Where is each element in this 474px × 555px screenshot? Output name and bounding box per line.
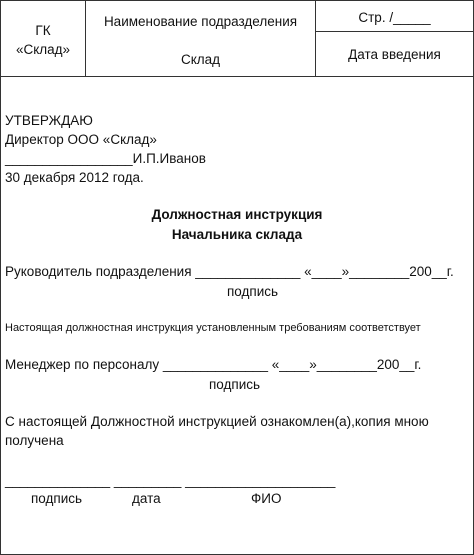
hr-signature-caption: подпись [209, 377, 261, 392]
division-cell [86, 1, 316, 77]
organization-line1: ГК [35, 23, 51, 38]
head-signature-line: Руководитель подразделения ______________ «____»________200__г. [5, 264, 454, 279]
division-label: Наименование подразделения [103, 14, 298, 29]
division-value: Склад [180, 52, 221, 67]
document-title-line2: Начальника склада [171, 227, 303, 242]
compliance-note: Настоящая должностная инструкция установленным требованиям соответствует [5, 322, 421, 334]
page-number-label: Стр. /_____ [358, 10, 431, 25]
page-number-cell [316, 1, 473, 32]
document-header-table [1, 1, 473, 77]
hr-signature-line: Менеджер по персоналу ______________ «____»________200__г. [5, 357, 422, 372]
approval-date: 30 декабря 2012 года. [5, 170, 144, 185]
organization-cell [1, 1, 86, 77]
head-signature-caption: подпись [227, 284, 279, 299]
approval-signature-line: _________________И.П.Иванов [5, 151, 206, 166]
effective-date-label: Дата введения [348, 47, 441, 62]
approval-position: Директор ООО «Склад» [5, 132, 157, 147]
acknowledgement-line2: получена [5, 433, 64, 448]
bottom-caption-name: ФИО [251, 491, 282, 506]
acknowledgement-line1: С настоящей Должностной инструкцией ознакомлен(а),копия мною [5, 414, 429, 429]
organization-line2: «Склад» [15, 42, 71, 57]
document-title-line1: Должностная инструкция [151, 207, 323, 222]
bottom-caption-signature: подпись [31, 491, 83, 506]
bottom-signature-lines: ______________ _________ ____________________ [5, 473, 336, 488]
approval-heading: УТВЕРЖДАЮ [5, 113, 93, 128]
effective-date-cell [316, 32, 473, 77]
bottom-caption-date: дата [132, 491, 161, 506]
